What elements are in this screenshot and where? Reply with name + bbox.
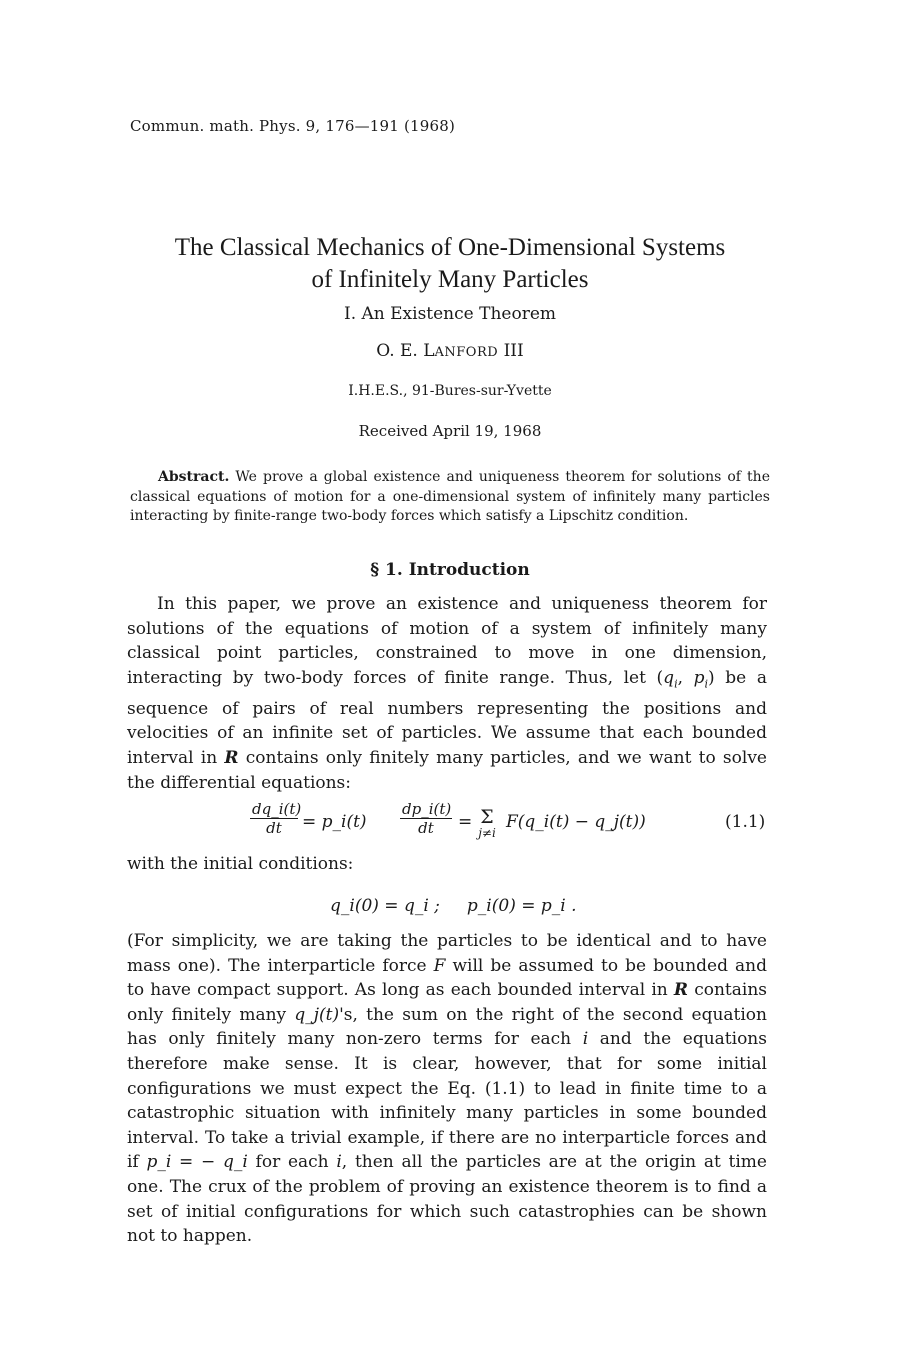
para1-text-3: contains only finitely many particles, and we want to solve the differential equations:	[127, 747, 767, 793]
para1-text-2: ) be a sequence of pairs of real numbers representing the positions and velocities of an infinite set of particles. We assume that each bounded interval in	[127, 667, 767, 768]
author-surname-first: L	[423, 341, 435, 361]
para2-text-3: contains only finitely many	[127, 980, 768, 1025]
introduction-paragraph-1	[127, 592, 767, 795]
title-line-1: The Classical Mechanics of One-Dimensional Systems	[174, 234, 726, 261]
eq-frac-2	[400, 800, 452, 837]
para1-text-1: In this paper, we prove an existence and uniqueness theorem for solutions of the equations of motion of a system of infinitely many classical point particles, constrained to move in one dimension, interacting by two-body forces of finite range. Thus, let (	[127, 594, 767, 688]
abstract	[130, 468, 770, 527]
para2-index-i-2: i	[336, 1152, 342, 1173]
abstract-text: We prove a global existence and uniqueness theorem for solutions of the classical equations of motion for a one-dimensional system of infinitely many particles interacting by finite-range two-body forces which satisfy a Lipschitz condition.	[130, 469, 770, 524]
section-heading: § 1. Introduction	[370, 560, 530, 580]
abstract-label: Abstract.	[158, 469, 230, 485]
eq-frac-1-den: dt	[266, 819, 282, 837]
paper-subtitle: I. An Existence Theorem	[343, 304, 557, 324]
para2-force: F	[433, 955, 446, 976]
journal-reference: Commun. math. Phys. 9, 176—191 (1968)	[130, 117, 456, 135]
eq-sum-sub: j≠i	[478, 826, 496, 840]
eq-frac-1-num: dq_i(t)	[252, 800, 302, 818]
equation-1-1	[250, 800, 770, 852]
author-initials: O. E.	[376, 341, 418, 361]
eq-frac-2-den: dt	[418, 819, 434, 837]
para1-p-sub: i	[704, 677, 709, 691]
eq-rhs-2: F(q_i(t) − q_j(t))	[506, 812, 646, 832]
para2-text-2: will be assumed to be bounded and to have compact support. As long as each bounded interval in	[127, 955, 768, 1001]
para2-text-7: , then all the particles are at the origin at time one. The crux of the problem of proving an existence theorem is to find a set of initial configurations for which such catastrophies can be shown not to happen.	[127, 1152, 767, 1247]
para1-q-sub: i	[674, 677, 678, 691]
eq-rhs-1: = p_i(t)	[302, 812, 367, 832]
author-surname-rest: ANFORD	[434, 345, 499, 360]
para1-comma: ,	[677, 667, 694, 688]
equation-number: (1.1)	[725, 812, 766, 832]
para2-pq: p_i = − q_i	[146, 1152, 248, 1173]
para2-text-1: (For simplicity, we are taking the particles to be identical and to have mass one). The interparticle force	[127, 931, 767, 976]
eq-frac-1	[250, 800, 302, 837]
para1-reals: R	[224, 747, 239, 768]
eq-equals: =	[458, 812, 473, 832]
para2-text-6: for each	[247, 1152, 337, 1173]
author-suffix: III	[503, 341, 524, 361]
eq-sum-symbol: Σ	[480, 806, 494, 828]
para2-text-5: and the equations therefore make sense. It is clear, however, that for some initial configurations we must expect the Eq. (1.1) to lead in finite time to a catastrophic situation with infinitely many particles in some bounded interval. To take a trivial example, if there are no interparticle forces and if	[127, 1029, 767, 1173]
received-date: Received April 19, 1968	[358, 422, 542, 440]
initial-conditions-text: with the initial conditions:	[127, 854, 354, 874]
eq-frac-2-num: dp_i(t)	[402, 800, 452, 818]
para2-index-i: i	[582, 1029, 589, 1050]
para2-text-4: 's, the sum on the right of the second equation has only finitely many non-zero terms for each	[127, 1004, 767, 1050]
para1-p: p	[693, 667, 705, 688]
initial-conditions-equation: q_i(0) = q_i ; p_i(0) = p_i .	[330, 896, 577, 916]
affiliation: I.H.E.S., 91-Bures-sur-Yvette	[348, 383, 552, 399]
para1-q: q	[663, 667, 675, 688]
introduction-paragraph-2	[127, 929, 767, 1249]
para2-reals: R	[673, 980, 689, 1001]
para2-qj: q_j(t)	[294, 1004, 340, 1025]
paper-title	[90, 232, 810, 296]
author	[90, 341, 810, 361]
title-line-2: of Infinitely Many Particles	[311, 266, 589, 293]
eq-sum	[472, 808, 502, 840]
